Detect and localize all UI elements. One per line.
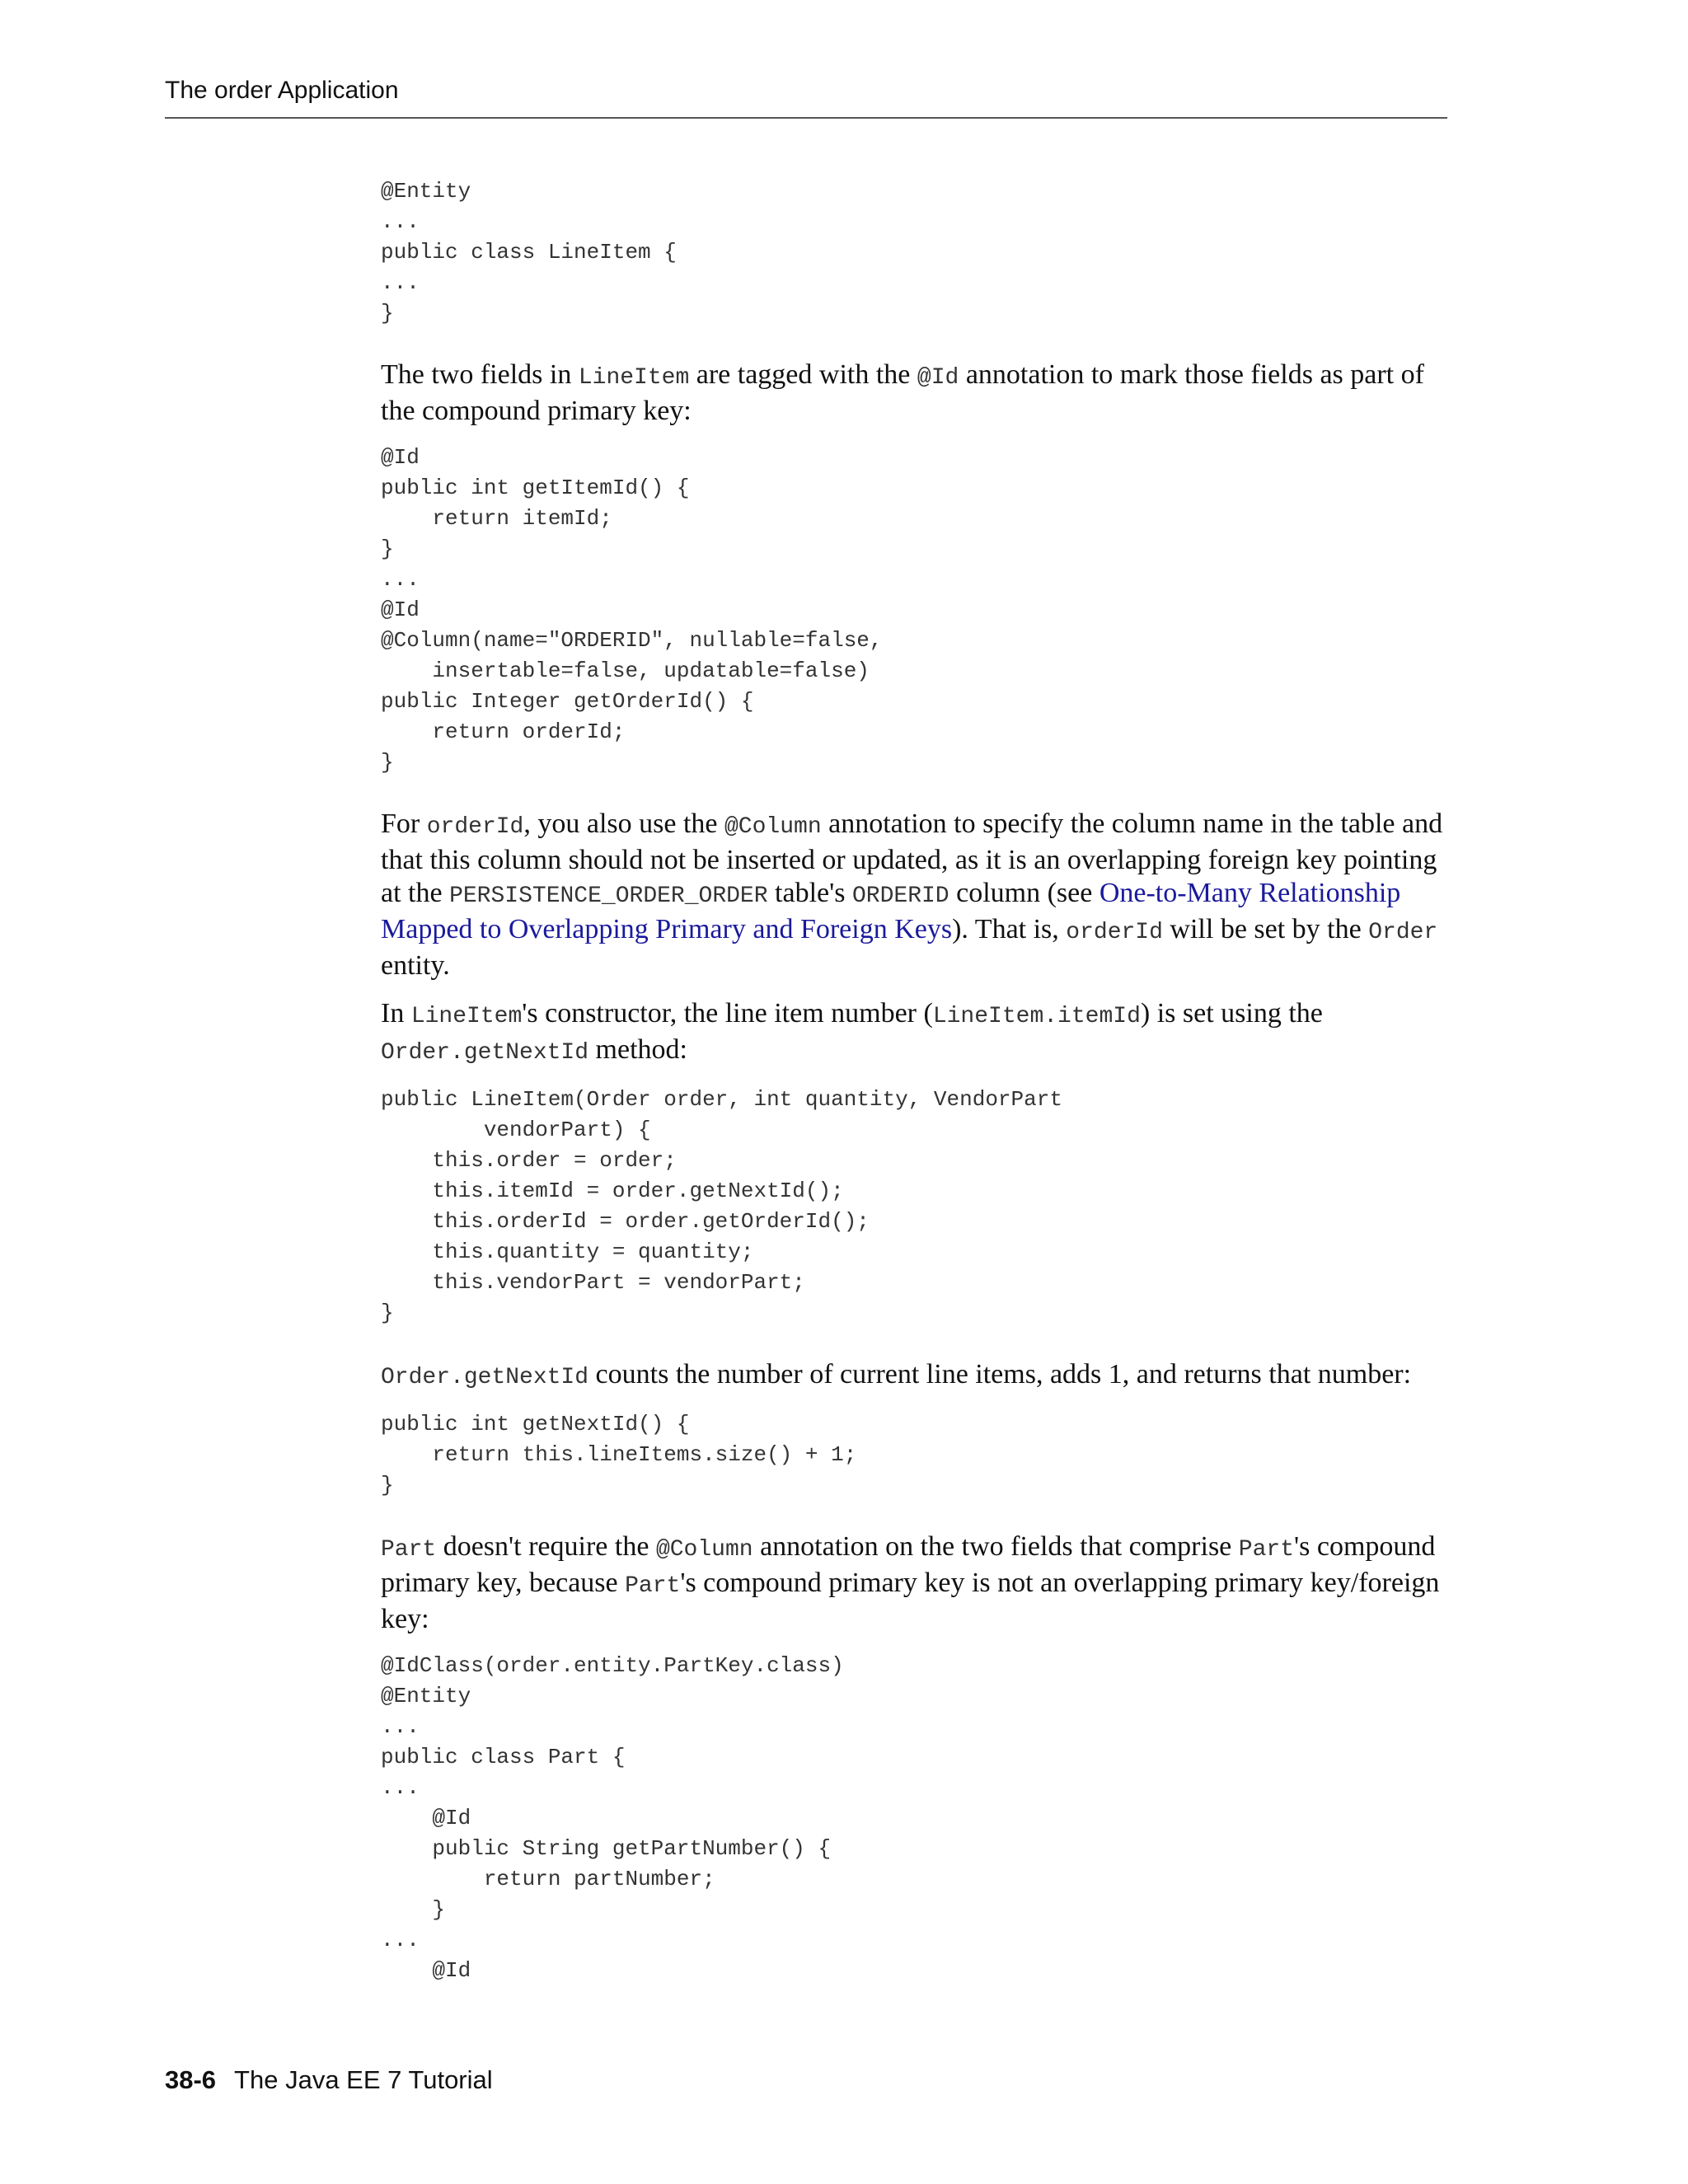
inline-code: LineItem.itemId [932, 1004, 1141, 1029]
paragraph-column-annotation: For orderId, you also use the @Column annotation to specify the column name in the table and that this column should not be inserted or updated, as it is an overlapping foreign key pointing at the PERSISTENCE_ORDER_ORDER table's ORDERID column (see One-to-Many Relationship Mapped to Overlapping Primary and Foreign Keys). That is, orderId will be set by the Order entity. [381, 808, 1443, 981]
code-block-getnextid: public int getNextId() { return this.lineItems.size() + 1; } [381, 1412, 857, 1497]
inline-code: Order [1368, 920, 1438, 945]
inline-code: @Column [724, 814, 822, 840]
paragraph-getnextid: Order.getNextId counts the number of current line items, adds 1, and returns that number: [381, 1359, 1412, 1390]
page-number: 38-6 [165, 2065, 217, 2094]
code-block-id-getters: @Id public int getItemId() { return itemId; } ... @Id @Column(name="ORDERID", nullable=false, insertable=false, updatable=false) public Integer getOrderId() { return orderId; } [381, 445, 883, 775]
paragraph-part-compound-key: Part doesn't require the @Column annotation on the two fields that comprise Part's compound primary key, because Part's compound primary key is not an overlapping primary key/foreign key: [381, 1531, 1440, 1634]
page-header [165, 74, 1447, 119]
code-block-lineitem-constructor: public LineItem(Order order, int quantity, VendorPart vendorPart) { this.order = order; this.itemId = order.getNextId(); this.orderId = order.getOrderId(); this.quantity = quantity; this.vendorPart = vendorPart; } [381, 1087, 1062, 1325]
code-block-lineitem-class: @Entity ... public class LineItem { ... } [381, 179, 677, 326]
page-content [381, 176, 1452, 1986]
inline-code: ORDERID [851, 883, 950, 909]
inline-code: PERSISTENCE_ORDER_ORDER [449, 883, 768, 909]
page-footer [165, 2064, 493, 2097]
inline-code: Part [1238, 1537, 1294, 1563]
inline-code: @Column [655, 1537, 753, 1563]
inline-code: Part [381, 1537, 437, 1563]
running-header-title: The order Application [165, 77, 399, 104]
book-title: The Java EE 7 Tutorial [234, 2065, 493, 2094]
inline-code: orderId [1066, 920, 1163, 945]
inline-code: orderId [426, 814, 524, 840]
inline-code: Part [625, 1573, 681, 1599]
inline-code: LineItem [410, 1004, 523, 1029]
code-block-part-class: @IdClass(order.entity.PartKey.class) @Entity ... public class Part { ... @Id public String getPartNumber() { return partNumber; } ... @Id [381, 1653, 844, 1983]
inline-code: @Id [917, 365, 959, 391]
paragraph-lineitem-constructor: In LineItem's constructor, the line item number (LineItem.itemId) is set using the Order.getNextId method: [381, 998, 1323, 1066]
paragraph-id-annotation: The two fields in LineItem are tagged with the @Id annotation to mark those fields as part of the compound primary key: [381, 359, 1424, 426]
link-one-to-many-relationship[interactable]: One-to-Many Relationship Mapped to Overlapping Primary and Foreign Keys [381, 878, 1401, 944]
inline-code: Order.getNextId [381, 1365, 589, 1390]
inline-code: Order.getNextId [381, 1040, 589, 1066]
inline-code: LineItem [578, 365, 690, 391]
